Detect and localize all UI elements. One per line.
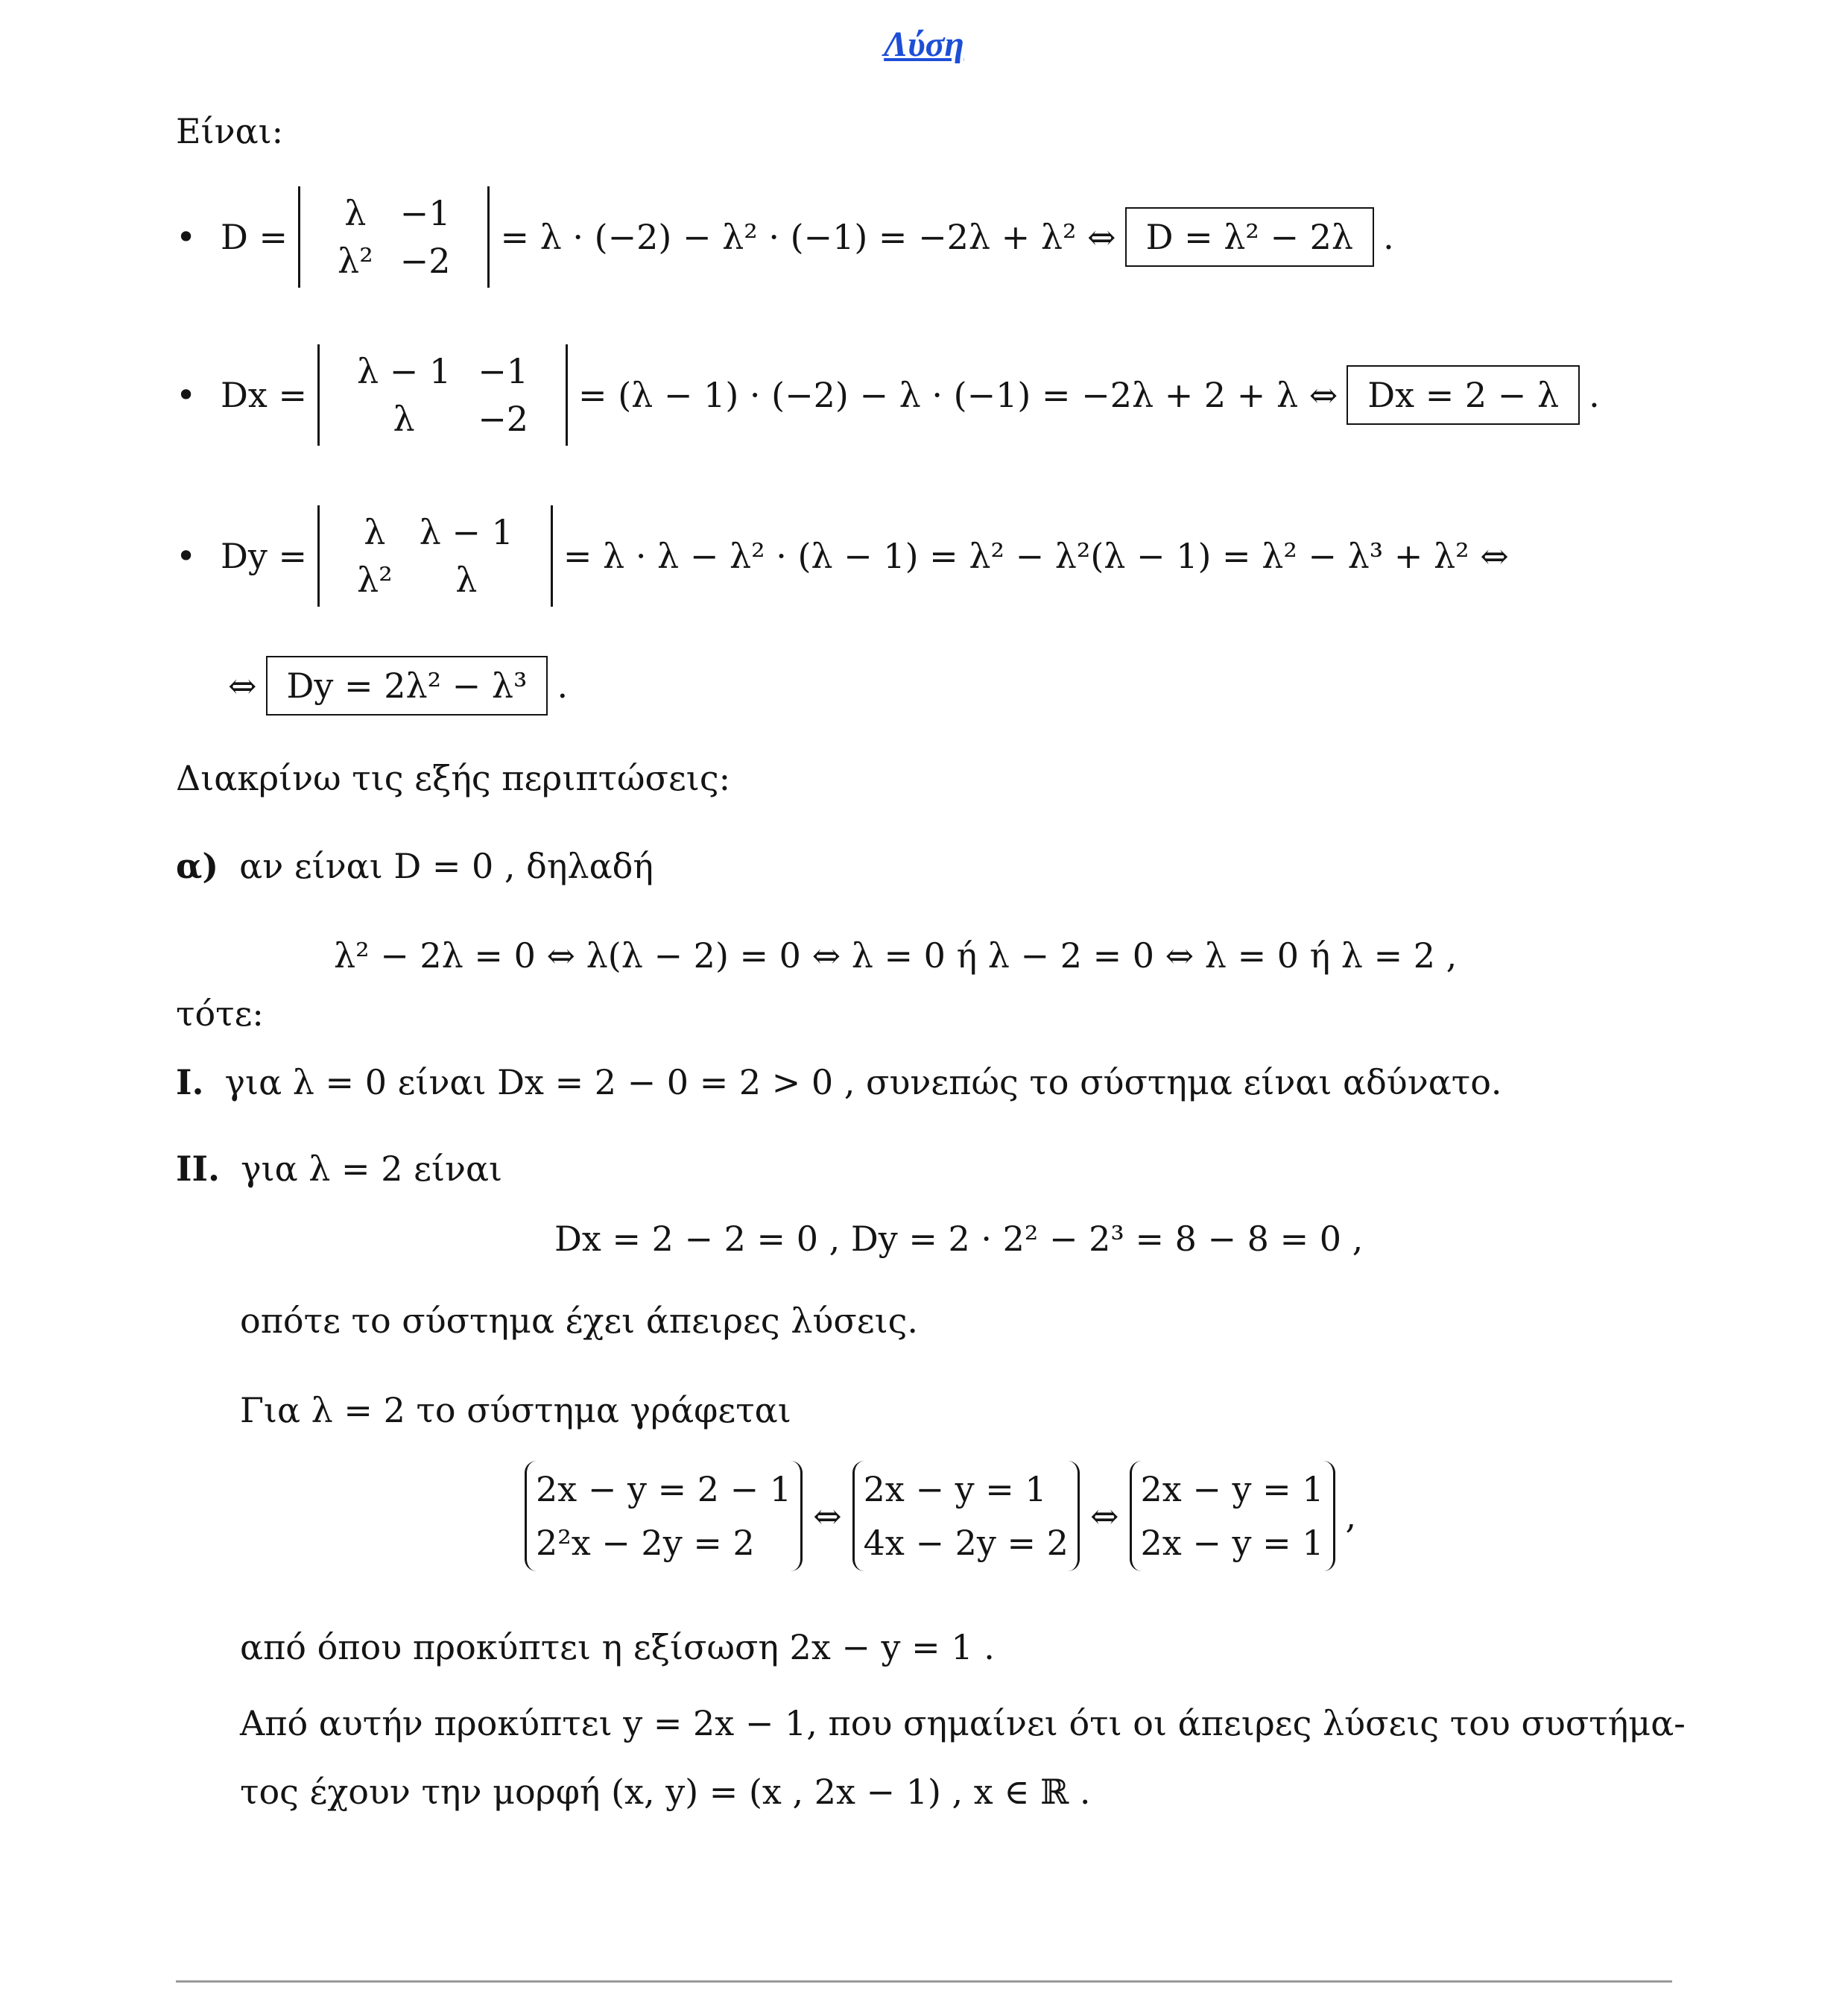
d-end: . bbox=[1383, 217, 1394, 257]
matrix-cell: −1 bbox=[399, 193, 451, 233]
matrix-cell: λ − 1 bbox=[419, 512, 513, 552]
final-line-2: τος έχουν την μορφή (x, y) = (x , 2x − 1) , x ∈ ℝ . bbox=[240, 1772, 1091, 1812]
dx-boxed-result: Dx = 2 − λ bbox=[1347, 365, 1580, 425]
dx-matrix bbox=[317, 344, 568, 446]
matrix-cell: λ² bbox=[338, 241, 373, 281]
dx-rhs: = (λ − 1) · (−2) − λ · (−1) = −2λ + 2 + λ ⇔ bbox=[578, 375, 1338, 415]
d-rhs: = λ · (−2) − λ² · (−1) = −2λ + λ² ⇔ bbox=[500, 217, 1116, 257]
dy-cont-prefix: ⇔ bbox=[228, 666, 257, 706]
case-1-text: για λ = 0 είναι Dx = 2 − 0 = 2 > 0 , συνεπώς το σύστημα είναι αδύνατο. bbox=[224, 1062, 1502, 1102]
matrix-cell: λ bbox=[364, 512, 386, 552]
case-2-text: για λ = 2 είναι bbox=[241, 1149, 503, 1189]
dy-rhs: = λ · λ − λ² · (λ − 1) = λ² − λ²(λ − 1) = λ² − λ³ + λ² ⇔ bbox=[563, 536, 1509, 576]
cases-intro: Διακρίνω τις εξής περιπτώσεις: bbox=[176, 758, 731, 798]
case-1-line bbox=[176, 1058, 1502, 1106]
matrix-cell: λ bbox=[455, 560, 478, 600]
d-lhs: D = bbox=[221, 217, 288, 257]
dy-continuation-line bbox=[228, 656, 568, 716]
solution-title: Λύση bbox=[884, 25, 964, 64]
derived-equation: από όπου προκύπτει η εξίσωση 2x − y = 1 . bbox=[240, 1627, 995, 1667]
bullet: • bbox=[176, 375, 197, 415]
matrix-cell: λ bbox=[344, 193, 367, 233]
system-equation: 2x − y = 1 bbox=[863, 1469, 1047, 1509]
determinant-dx-line bbox=[176, 344, 1600, 446]
final-line-1: Από αυτήν προκύπτει y = 2x − 1, που σημαίνει ότι οι άπειρες λύσεις του συστήμα- bbox=[240, 1703, 1686, 1743]
determinant-dy-line bbox=[176, 505, 1509, 607]
case-2-label: II. bbox=[176, 1149, 221, 1189]
determinant-d-line bbox=[176, 186, 1394, 288]
intro-text: Είναι: bbox=[176, 111, 284, 151]
matrix-cell: λ² bbox=[357, 560, 393, 600]
case-2-result: οπότε το σύστημα έχει άπειρες λύσεις. bbox=[240, 1301, 919, 1341]
case-2-line bbox=[176, 1145, 502, 1193]
bullet: • bbox=[176, 536, 197, 576]
system-equation: 2x − y = 2 − 1 bbox=[536, 1469, 792, 1509]
system-block bbox=[1130, 1461, 1335, 1571]
dy-end: . bbox=[557, 666, 569, 706]
system-block bbox=[852, 1461, 1080, 1571]
equiv-symbol: ⇔ bbox=[1089, 1496, 1119, 1536]
case-2-equation: Dx = 2 − 2 = 0 , Dy = 2 · 2² − 2³ = 8 − 8 = 0 , bbox=[554, 1219, 1364, 1259]
dx-end: . bbox=[1589, 375, 1600, 415]
dy-matrix bbox=[317, 505, 553, 607]
system-equation: 2x − y = 1 bbox=[1140, 1469, 1324, 1509]
matrix-cell: λ bbox=[393, 399, 415, 439]
case-a-text: αν είναι D = 0 , δηλαδή bbox=[239, 846, 654, 886]
system-equation: 4x − 2y = 2 bbox=[863, 1523, 1069, 1563]
system-intro: Για λ = 2 το σύστημα γράφεται bbox=[240, 1390, 791, 1430]
bullet: • bbox=[176, 217, 197, 257]
matrix-cell: −1 bbox=[478, 351, 529, 391]
matrix-cell: λ − 1 bbox=[357, 351, 452, 391]
footer-divider bbox=[176, 1980, 1672, 1983]
case-a-label: α) bbox=[176, 846, 219, 886]
dx-lhs: Dx = bbox=[221, 375, 307, 415]
dy-boxed-result: Dy = 2λ² − λ³ bbox=[266, 656, 548, 716]
matrix-cell: −2 bbox=[399, 241, 451, 281]
system-equation: 2²x − 2y = 2 bbox=[536, 1523, 755, 1563]
case-1-label: I. bbox=[176, 1062, 204, 1102]
case-a-line bbox=[176, 842, 654, 890]
d-boxed-result: D = λ² − 2λ bbox=[1125, 207, 1374, 267]
case-a-equation: λ² − 2λ = 0 ⇔ λ(λ − 2) = 0 ⇔ λ = 0 ή λ − 2 = 0 ⇔ λ = 0 ή λ = 2 , bbox=[334, 935, 1458, 976]
system-equation: 2x − y = 1 bbox=[1140, 1523, 1324, 1563]
d-matrix bbox=[298, 186, 490, 288]
system-end: , bbox=[1345, 1496, 1357, 1536]
matrix-cell: −2 bbox=[478, 399, 529, 439]
equiv-symbol: ⇔ bbox=[813, 1496, 842, 1536]
case-a-then: τότε: bbox=[176, 994, 264, 1034]
system-block bbox=[525, 1461, 803, 1571]
dy-lhs: Dy = bbox=[221, 536, 308, 576]
systems-line bbox=[514, 1461, 1356, 1571]
